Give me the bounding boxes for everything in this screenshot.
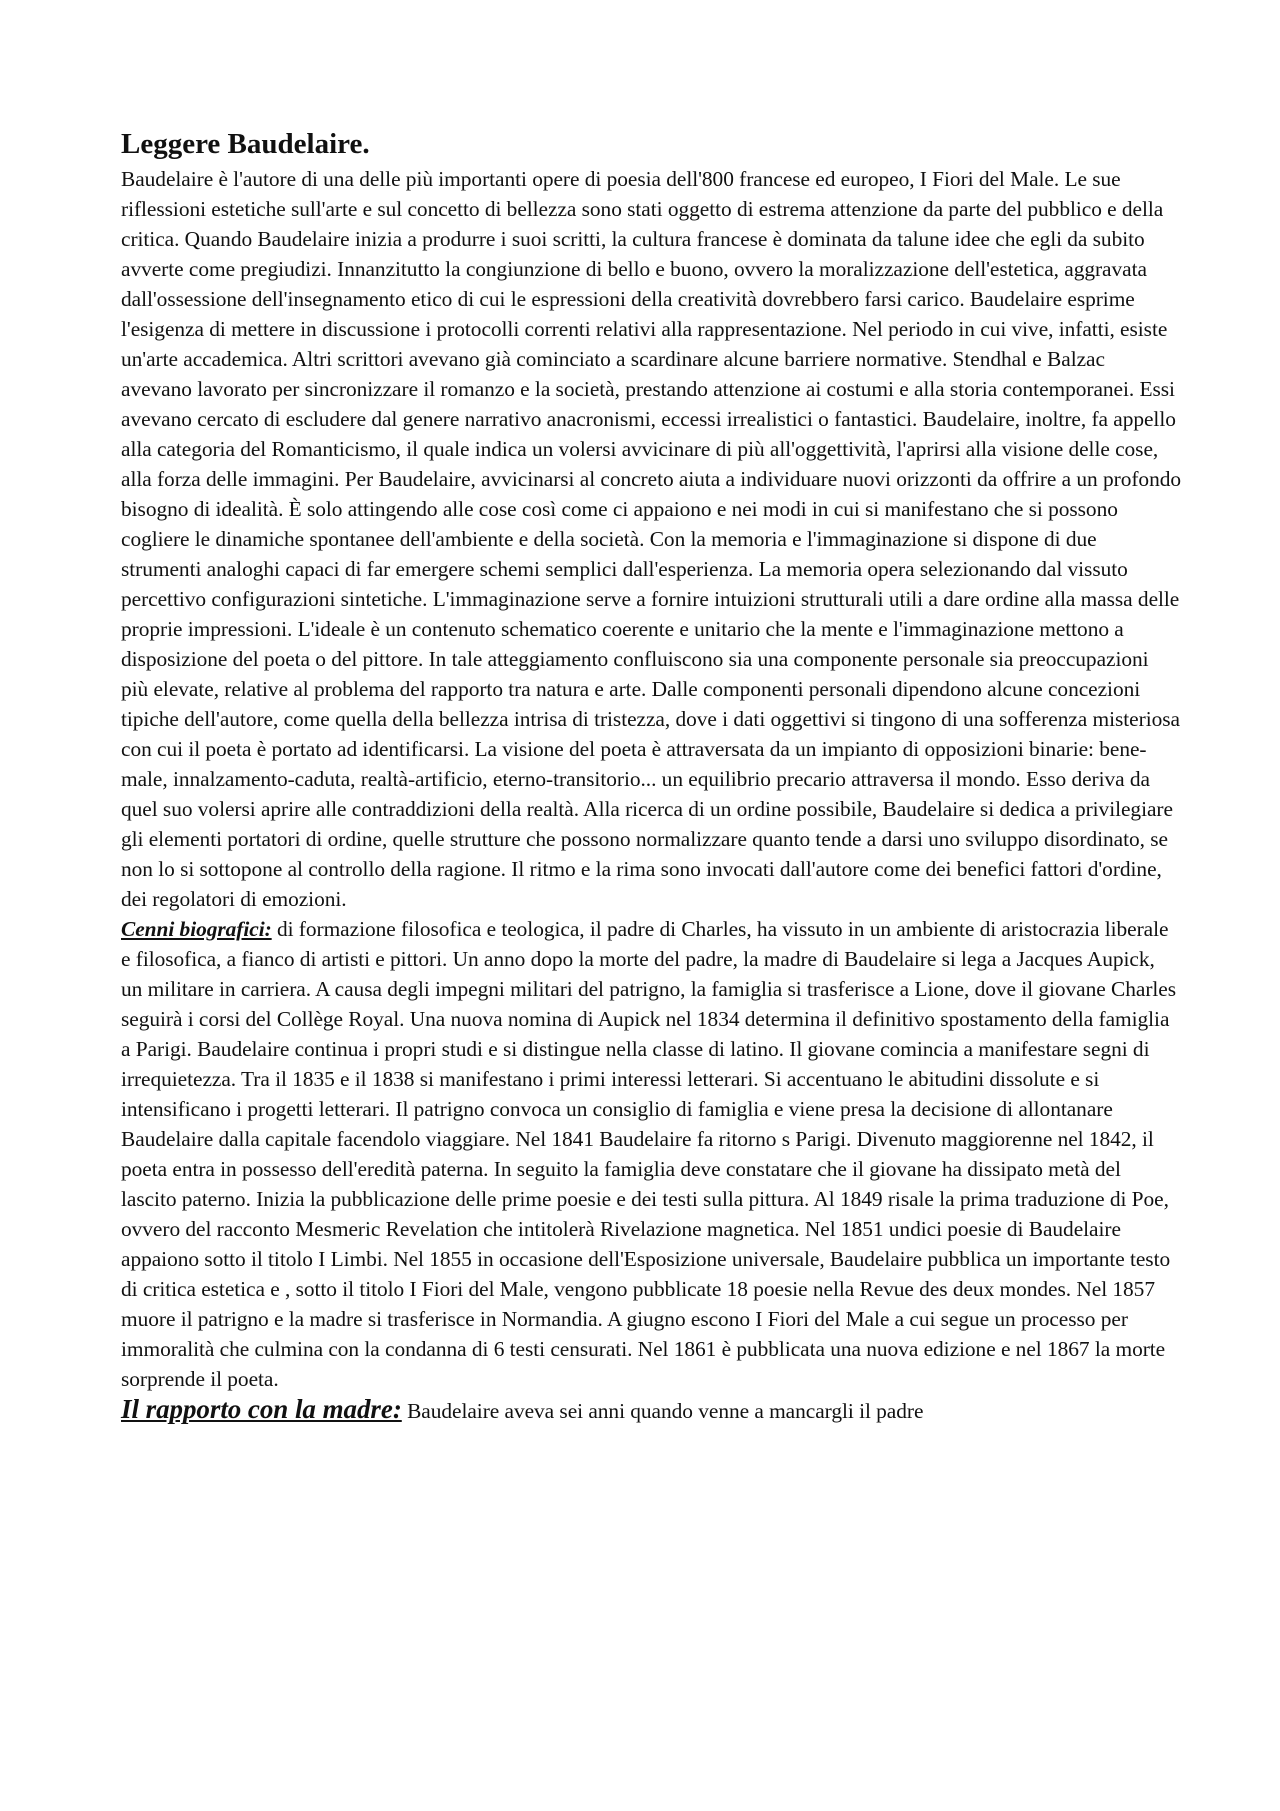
section-text-mother: Baudelaire aveva sei anni quando venne a mancargli il padre (401, 1399, 924, 1423)
section-text-biography: di formazione filosofica e teologica, il padre di Charles, ha vissuto in un ambiente di aristocrazia liberale e filosofica, a fianco di artisti e pittori. Un anno dopo la morte del padre, la madre di Baudelaire si lega a Jacques Aupick, un militare in carriera. A causa degli impegni militari del patrigno, la famiglia si trasferisce a Lione, dove il giovane Charles seguirà i corsi del Collège Royal. Una nuova nomina di Aupick nel 1834 determina il definitivo spostamento della famiglia a Parigi. Baudelaire continua i propri studi e si distingue nella classe di latino. Il giovane comincia a manifestare segni di irrequietezza. Tra il 1835 e il 1838 si manifestano i primi interessi letterari. Si accentuano le abitudini dissolute e si intensificano i progetti letterari. Il patrigno convoca un consiglio di famiglia e viene presa la decisione di allontanare Baudelaire dalla capitale facendolo viaggiare. Nel 1841 Baudelaire fa ritorno s Parigi. Divenuto maggiorenne nel 1842, il poeta entra in possesso dell'eredità paterna. In seguito la famiglia deve constatare che il giovane ha dissipato metà del lascito paterno. Inizia la pubblicazione delle prime poesie e dei testi sulla pittura. Al 1849 risale la prima traduzione di Poe, ovvero del racconto Mesmeric Revelation che intitolerà Rivelazione magnetica. Nel 1851 undici poesie di Baudelaire appaiono sotto il titolo I Limbi. Nel 1855 in occasione dell'Esposizione universale, Baudelaire pubblica un importante testo di critica estetica e , sotto il titolo I Fiori del Male, vengono pubblicate 18 poesie nella Revue des deux mondes. Nel 1857 muore il patrigno e la madre si trasferisce in Normandia. A giugno escono I Fiori del Male a cui segue un processo per immoralità che culmina con la condanna di 6 testi censurati. Nel 1861 è pubblicata una nuova edizione e nel 1867 la morte sorprende il poeta. (121, 917, 1177, 1391)
document-page (121, 124, 1181, 1426)
section-heading-mother: Il rapporto con la madre: (121, 1394, 402, 1424)
section-heading-biography: Cenni biografici: (121, 917, 272, 941)
section-mother (121, 1394, 1181, 1426)
intro-paragraph: Baudelaire è l'autore di una delle più importanti opere di poesia dell'800 francese ed europeo, I Fiori del Male. Le sue riflessioni estetiche sull'arte e sul concetto di bellezza sono stati oggetto di estrema attenzione da parte del pubblico e della critica. Quando Baudelaire inizia a produrre i suoi scritti, la cultura francese è dominata da talune idee che egli da subito avverte come pregiudizi. Innanzitutto la congiunzione di bello e buono, ovvero la moralizzazione dell'estetica, aggravata dall'ossessione dell'insegnamento etico di cui le espressioni della creatività dovrebbero farsi carico. Baudelaire esprime l'esigenza di mettere in discussione i protocolli correnti relativi alla rappresentazione. Nel periodo in cui vive, infatti, esiste un'arte accademica. Altri scrittori avevano già cominciato a scardinare alcune barriere normative. Stendhal e Balzac avevano lavorato per sincronizzare il romanzo e la società, prestando attenzione ai costumi e alla storia contemporanei. Essi avevano cercato di escludere dal genere narrativo anacronismi, eccessi irrealistici o fantastici. Baudelaire, inoltre, fa appello alla categoria del Romanticismo, il quale indica un volersi avvicinare di più all'oggettività, l'aprirsi alla visione delle cose, alla forza delle immagini. Per Baudelaire, avvicinarsi al concreto aiuta a individuare nuovi orizzonti da offrire a un profondo bisogno di idealità. È solo attingendo alle cose così come ci appaiono e nei modi in cui si manifestano che si possono cogliere le dinamiche spontanee dell'ambiente e della società. Con la memoria e l'immaginazione si dispone di due strumenti analoghi capaci di far emergere schemi semplici dall'esperienza. La memoria opera selezionando dal vissuto percettivo configurazioni sintetiche. L'immaginazione serve a fornire intuizioni strutturali utili a dare ordine alla massa delle proprie impressioni. L'ideale è un contenuto schematico coerente e unitario che la mente e l'immaginazione mettono a disposizione del poeta o del pittore. In tale atteggiamento confluiscono sia una componente personale sia preoccupazioni più elevate, relative al problema del rapporto tra natura e arte. Dalle componenti personali dipendono alcune concezioni tipiche dell'autore, come quella della bellezza intrisa di tristezza, dove i dati oggettivi si tingono di una sofferenza misteriosa con cui il poeta è portato ad identificarsi. La visione del poeta è attraversata da un impianto di opposizioni binarie: bene-male, innalzamento-caduta, realtà-artificio, eterno-transitorio... un equilibrio precario attraversa il mondo. Esso deriva da quel suo volersi aprire alle contraddizioni della realtà. Alla ricerca di un ordine possibile, Baudelaire si dedica a privilegiare gli elementi portatori di ordine, quelle strutture che possono normalizzare quanto tende a darsi uno sviluppo disordinato, se non lo si sottopone al controllo della ragione. Il ritmo e la rima sono invocati dall'autore come dei benefici fattori d'ordine, dei regolatori di emozioni. (121, 167, 1182, 911)
document-title: Leggere Baudelaire. (121, 128, 370, 160)
section-biography (121, 914, 1181, 1394)
